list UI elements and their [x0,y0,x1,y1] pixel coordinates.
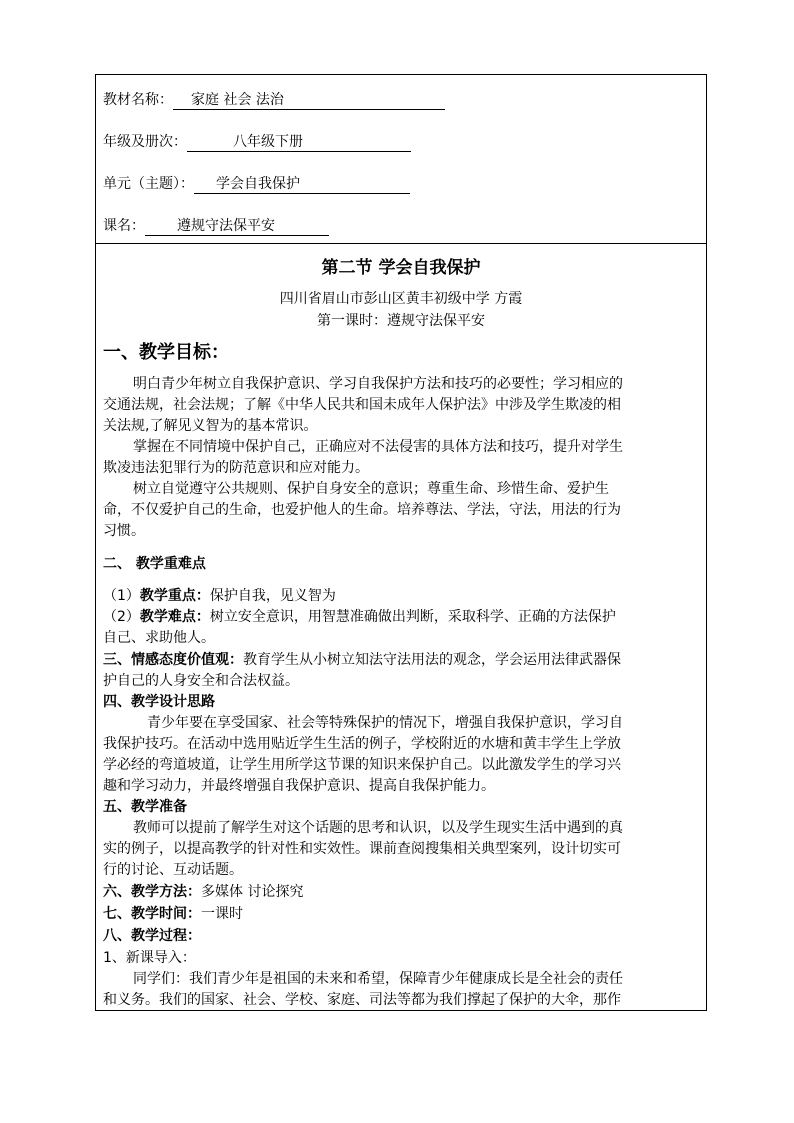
unit-value: 学会自我保护 [216,176,300,192]
time-line [103,904,243,924]
grade-label: 年级及册次： [103,134,187,150]
key-label: 教学重点： [139,588,210,604]
lesson-label: 课名： [103,218,145,234]
objectives-p1-line3: 关法规,了解见义智为的基本常识。 [103,418,318,434]
section-keypoints-heading: 二、 教学重难点 [103,556,206,572]
process-line1: 同学们：我们青少年是祖国的未来和希望，保障青少年健康成长是全社会的责任 [133,971,623,987]
preparation-line1: 教师可以提前了解学生对这个话题的思考和认识，以及学生现实生活中遇到的真 [133,820,623,836]
unit-value-line [194,176,410,194]
attitude-label: 三、情感态度价值观： [103,652,243,668]
objectives-p1-line1: 明白青少年树立自我保护意识、学习自我保护方法和技巧的必要性；学习相应的 [133,376,623,392]
section-objectives-heading: 一、教学目标： [103,342,229,363]
material-value: 家庭 社会 法治 [191,92,284,108]
design-line1: 青少年要在享受国家、社会等特殊保护的情况下，增强自我保护意识，学习自 [147,715,623,731]
design-line3: 学必经的弯道坡道，让学生用所学这节课的知识来保护自己。以此激发学生的学习兴 [103,757,621,773]
key-text: 保护自我，见义智为 [209,588,336,604]
difficulty-label: 教学难点： [139,609,210,625]
objectives-p2-line2: 欺凌违法犯罪行为的防范意识和应对能力。 [103,460,369,476]
grade-value-line [187,134,411,152]
process-line2: 和义务。我们的国家、社会、学校、家庭、司法等都为我们撑起了保护的大伞，那作 [103,992,621,1008]
school-author: 四川省眉山市彭山区黄丰初级中学 方霞 [279,291,523,307]
time-label: 七、教学时间： [103,906,201,922]
key-prefix: （1） [103,588,140,604]
objectives-p2-line1: 掌握在不同情境中保护自己，正确应对不法侵害的具体方法和技巧，提升对学生 [133,439,623,455]
methods-text: 多媒体 讨论探究 [201,884,304,900]
objectives-p3-line3: 习惯。 [103,523,145,539]
section-preparation-heading: 五、教学准备 [103,799,187,815]
preparation-line3: 行的讨论、互动话题。 [103,862,243,878]
difficulty-prefix: （2） [103,609,140,625]
material-label: 教材名称： [103,92,173,108]
objectives-p3-line1: 树立自觉遵守公共规则、保护自身安全的意识；尊重生命、珍惜生命、爱护生 [133,481,609,497]
unit-label: 单元（主题）： [103,176,194,192]
objectives-p3-line2: 命，不仅爱护自己的生命，也爱护他人的生命。培养尊法、学法，守法，用法的行为 [103,502,621,518]
difficulty-line1 [103,607,616,627]
lesson-value-line [145,218,329,236]
difficulty-text: 树立安全意识，用智慧准确做出判断，采取科学、正确的方法保护 [209,609,616,625]
page-title: 第二节 学会自我保护 [321,258,481,278]
attitude-line1 [103,650,621,670]
material-value-line [173,92,445,110]
difficulty-line2: 自己、求助他人。 [103,630,215,646]
period-title: 第一课时：遵规守法保平安 [317,313,485,329]
design-line4: 趣和学习动力，并最终增强自我保护意识、提高自我保护能力。 [103,778,495,794]
attitude-text: 教育学生从小树立知法守法用法的观念，学会运用法律武器保 [243,652,621,668]
attitude-line2: 护自己的人身安全和合法权益。 [103,673,299,689]
methods-line [103,882,303,902]
process-sub1: 1、新课导入： [103,950,196,966]
material-field [103,91,445,110]
unit-field [103,175,410,194]
lesson-field [103,217,329,236]
lesson-value: 遵规守法保平安 [177,218,275,234]
grade-value: 八年级下册 [233,134,303,150]
grade-field [103,133,411,152]
frame-separator [95,243,707,244]
section-process-heading: 八、教学过程： [103,928,201,944]
key-point-line [103,586,336,606]
methods-label: 六、教学方法： [103,884,201,900]
preparation-line2: 实的例子，以提高教学的针对性和实效性。课前查阅搜集相关典型案列，设计切实可 [103,841,621,857]
objectives-p1-line2: 交通法规，社会法规；了解《中华人民共和国未成年人保护法》中涉及学生欺凌的相 [103,397,621,413]
section-design-heading: 四、教学设计思路 [103,694,215,710]
time-text: 一课时 [201,906,243,922]
design-line2: 我保护技巧。在活动中选用贴近学生生活的例子，学校附近的水塘和黄丰学生上学放 [103,736,621,752]
